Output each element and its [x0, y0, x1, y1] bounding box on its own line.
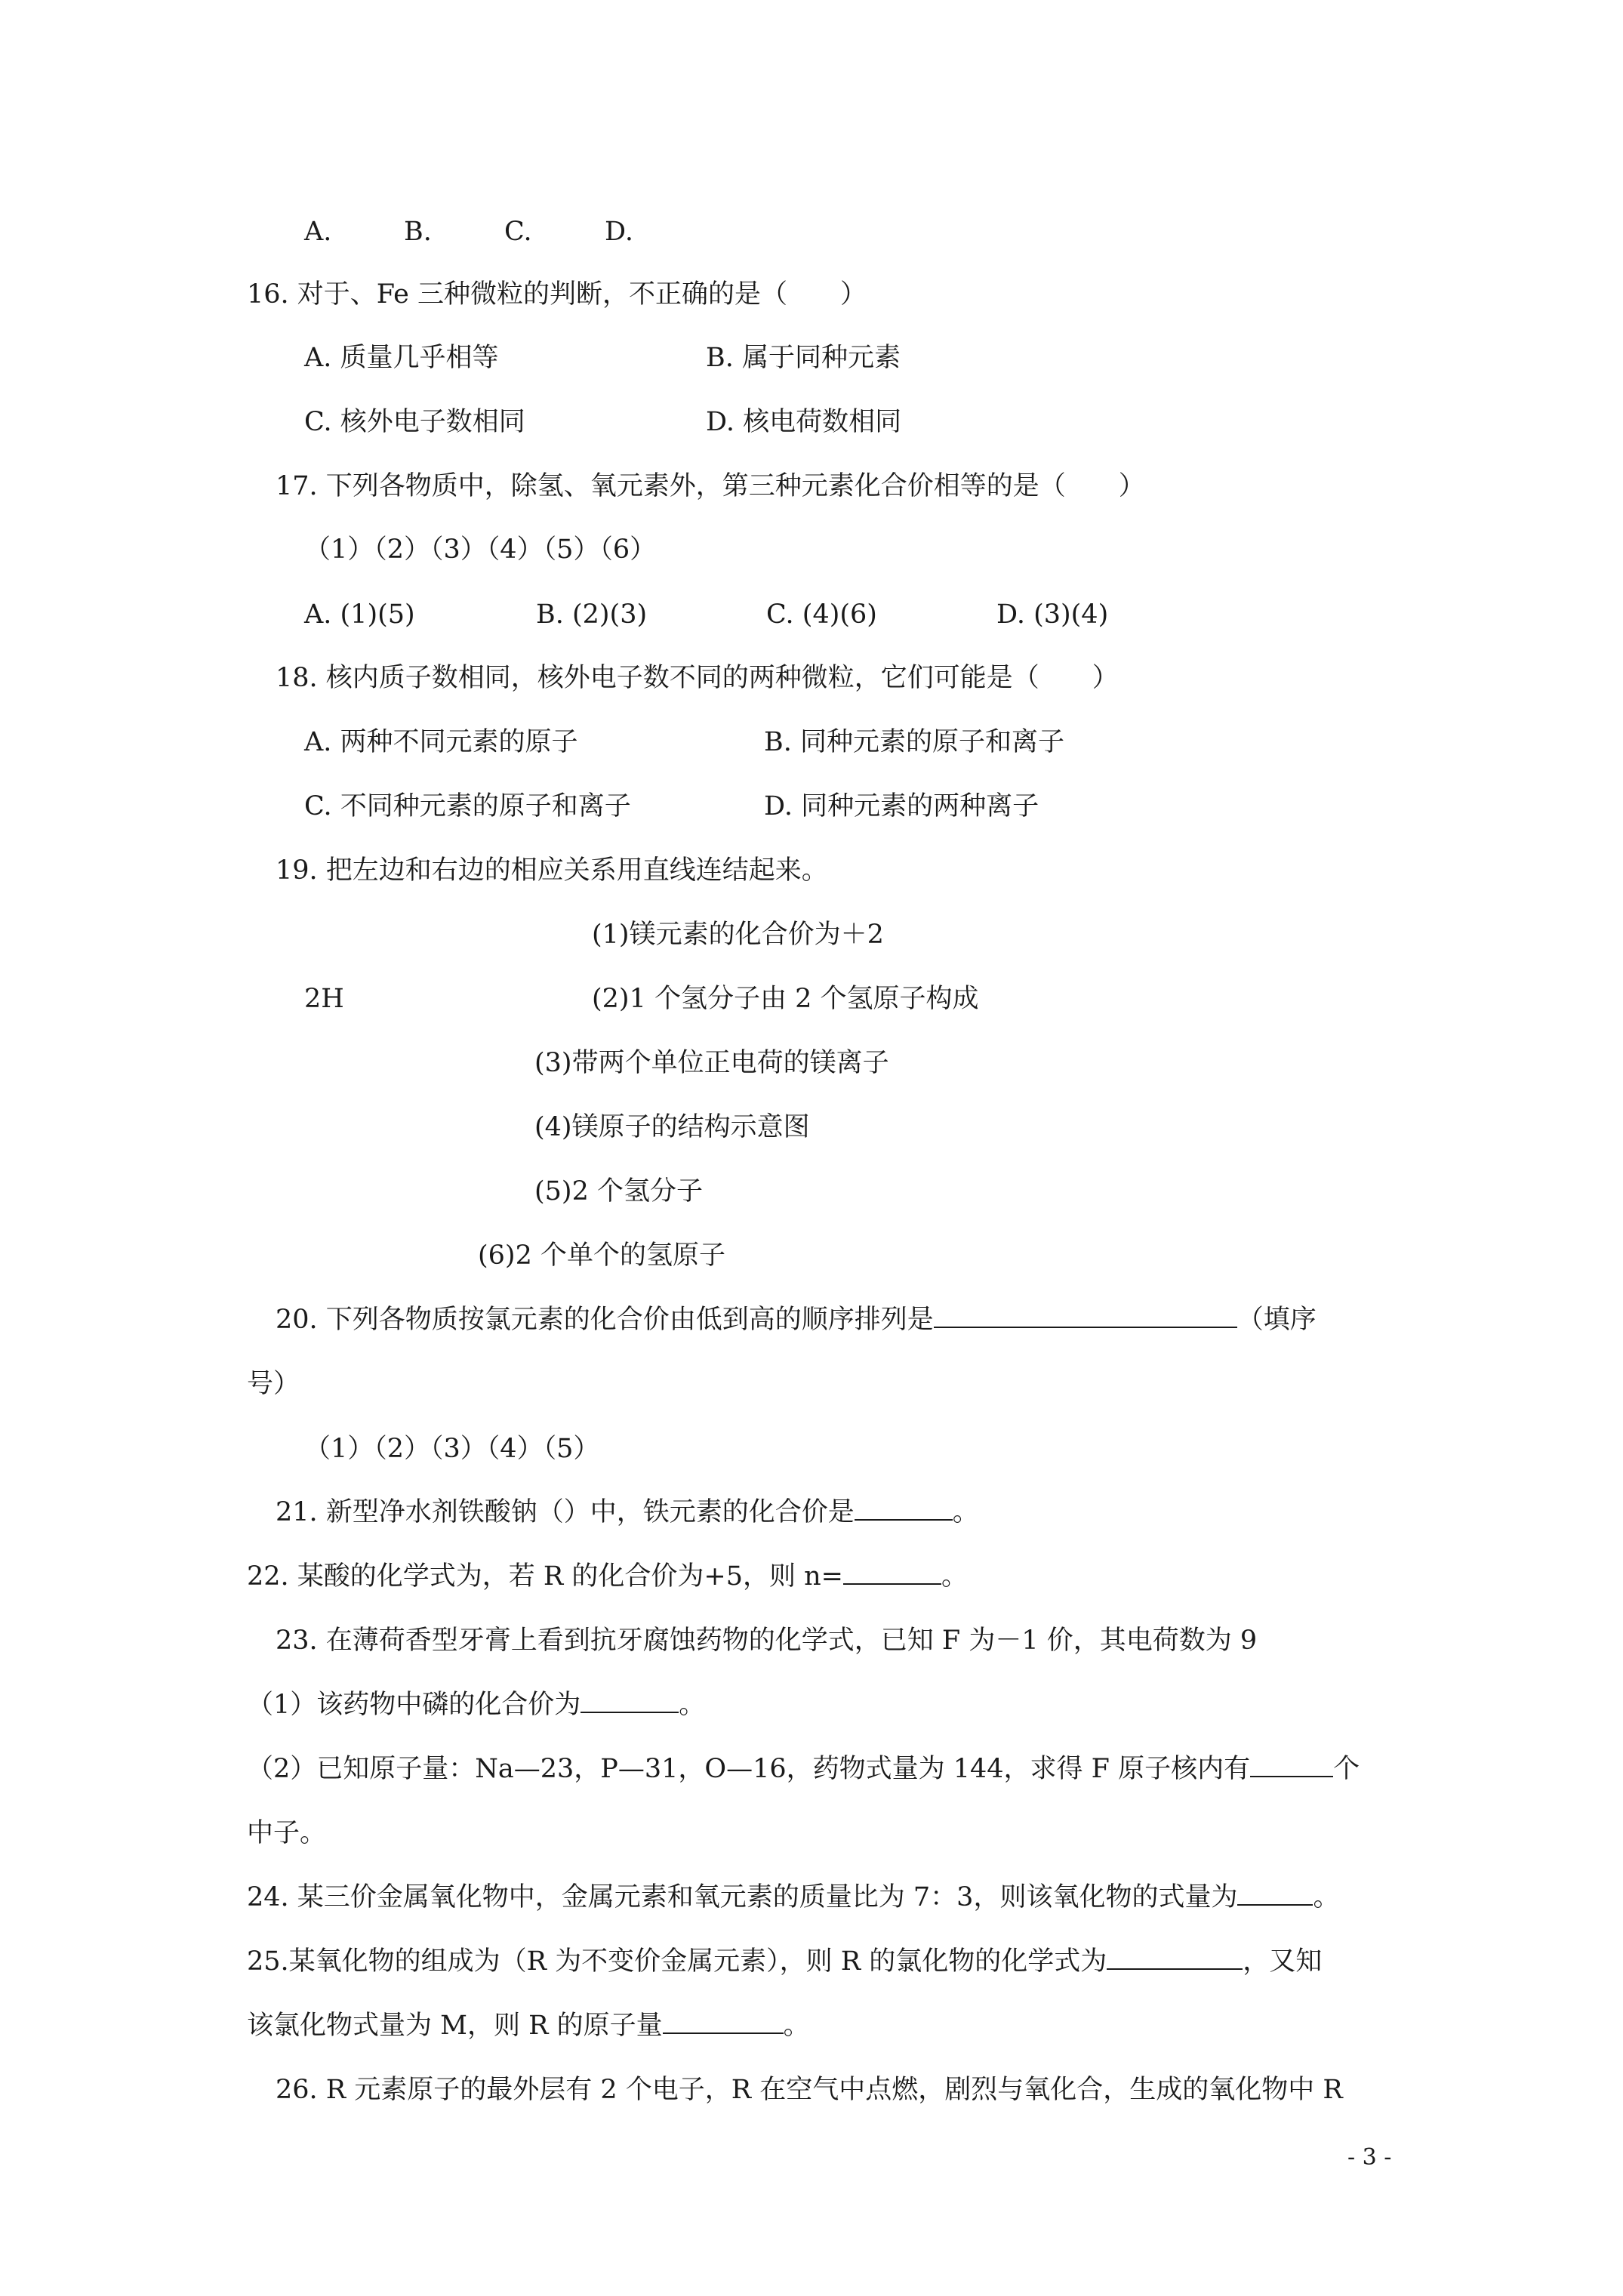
q20-items: （1）（2）（3）（4）（5） — [304, 1434, 600, 1464]
q19-stem: 19. 把左边和右边的相应关系用直线连结起来。 — [276, 855, 828, 886]
q23-part-1-tail: 。 — [679, 1690, 706, 1720]
q22-answer-blank[interactable] — [843, 1561, 941, 1585]
q22-tail: 。 — [941, 1561, 968, 1592]
q15-option-b: B. — [404, 217, 432, 247]
q24-tail: 。 — [1313, 1882, 1340, 1912]
q23-part-1 — [247, 1688, 705, 1721]
q21-stem — [276, 1496, 979, 1529]
q16-stem: 16. 对于、Fe 三种微粒的判断，不正确的是（ ） — [247, 279, 867, 310]
page-number: - 3 - — [1347, 2144, 1392, 2171]
q19-right-item: (6)2 个单个的氢原子 — [478, 1240, 725, 1271]
q23-part-1-text: （1）该药物中磷的化合价为 — [247, 1690, 581, 1720]
q17-items: （1）（2）（3）（4）（5）（6） — [304, 535, 657, 565]
q19-right-item: (4)镁原子的结构示意图 — [534, 1112, 810, 1142]
q25-line-2-text: 该氯化物式量为 M，则 R 的原子量 — [247, 2011, 663, 2041]
q20-stem-text: 20. 下列各物质按氯元素的化合价由低到高的顺序排列是 — [276, 1305, 934, 1335]
q17-option-b: B. (2)(3) — [536, 599, 648, 630]
q25-answer-blank-2[interactable] — [663, 2010, 784, 2034]
q23-part-2-blank[interactable] — [1250, 1753, 1333, 1777]
q18-option-b: B. 同种元素的原子和离子 — [764, 727, 1064, 757]
q25-line-2-tail: 。 — [783, 2011, 810, 2041]
q19-right-item: (5)2 个氢分子 — [534, 1176, 703, 1207]
q23-part-2-tail: 个 — [1333, 1754, 1360, 1784]
q21-text: 21. 新型净水剂铁酸钠（）中，铁元素的化合价是 — [276, 1497, 855, 1527]
q25-line-2 — [247, 2009, 810, 2042]
q19-right-item: (2)1 个氢分子由 2 个氢原子构成 — [592, 984, 979, 1014]
q15-option-a: A. — [304, 217, 332, 247]
q25-stem — [247, 1945, 1322, 1978]
q19-left-item: 2H — [304, 984, 344, 1014]
q19-right-item: (3)带两个单位正电荷的镁离子 — [534, 1048, 889, 1078]
q23-stem: 23. 在薄荷香型牙膏上看到抗牙腐蚀药物的化学式，已知 F 为－1 价，其电荷数为 9 — [276, 1626, 1258, 1656]
q24-answer-blank[interactable] — [1237, 1881, 1313, 1906]
q19-right-item: (1)镁元素的化合价为＋2 — [592, 920, 884, 950]
q16-option-c: C. 核外电子数相同 — [304, 407, 525, 437]
q18-option-a: A. 两种不同元素的原子 — [304, 727, 578, 757]
q25-mid: ，又知 — [1243, 1946, 1323, 1977]
q18-option-d: D. 同种元素的两种离子 — [764, 791, 1039, 821]
q23-part-1-blank[interactable] — [581, 1689, 679, 1713]
q15-option-c: C. — [504, 217, 532, 247]
q23-part-2-text: （2）已知原子量：Na—23，P—31，O—16，药物式量为 144，求得 F 原子核内有 — [247, 1754, 1251, 1784]
q20-stem-continued: 号） — [247, 1369, 300, 1399]
q18-option-c: C. 不同种元素的原子和离子 — [304, 791, 631, 821]
q17-option-c: C. (4)(6) — [766, 599, 877, 630]
q25-answer-blank-1[interactable] — [1107, 1946, 1243, 1970]
q16-option-a: A. 质量几乎相等 — [304, 343, 499, 373]
q18-stem: 18. 核内质子数相同，核外电子数不同的两种微粒，它们可能是（ ） — [276, 663, 1119, 693]
q26-stem: 26. R 元素原子的最外层有 2 个电子，R 在空气中点燃，剧烈与氧化合，生成的氧化物中 R — [276, 2075, 1343, 2105]
q17-stem: 17. 下列各物质中，除氢、氧元素外，第三种元素化合价相等的是（ ） — [276, 471, 1145, 501]
q16-option-b: B. 属于同种元素 — [706, 343, 901, 373]
q24-text: 24. 某三价金属氧化物中，金属元素和氧元素的质量比为 7：3，则该氧化物的式量为 — [247, 1882, 1238, 1912]
q22-text: 22. 某酸的化学式为，若 R 的化合价为+5，则 n= — [247, 1561, 843, 1592]
q20-stem-tail: （填序 — [1236, 1305, 1317, 1335]
q17-option-a: A. (1)(5) — [304, 599, 415, 630]
q23-part-2 — [247, 1752, 1360, 1786]
q20-answer-blank[interactable] — [934, 1304, 1237, 1328]
q25-text: 25.某氧化物的组成为（R 为不变价金属元素），则 R 的氯化物的化学式为 — [247, 1946, 1107, 1977]
q22-stem — [247, 1560, 968, 1593]
q24-stem — [247, 1881, 1339, 1914]
q20-stem — [276, 1303, 1317, 1336]
q15-option-d: D. — [605, 217, 633, 247]
q23-part-2-continued: 中子。 — [247, 1818, 327, 1848]
q17-option-d: D. (3)(4) — [996, 599, 1109, 630]
q21-tail: 。 — [952, 1497, 979, 1527]
q21-answer-blank[interactable] — [855, 1496, 953, 1521]
q16-option-d: D. 核电荷数相同 — [706, 407, 902, 437]
